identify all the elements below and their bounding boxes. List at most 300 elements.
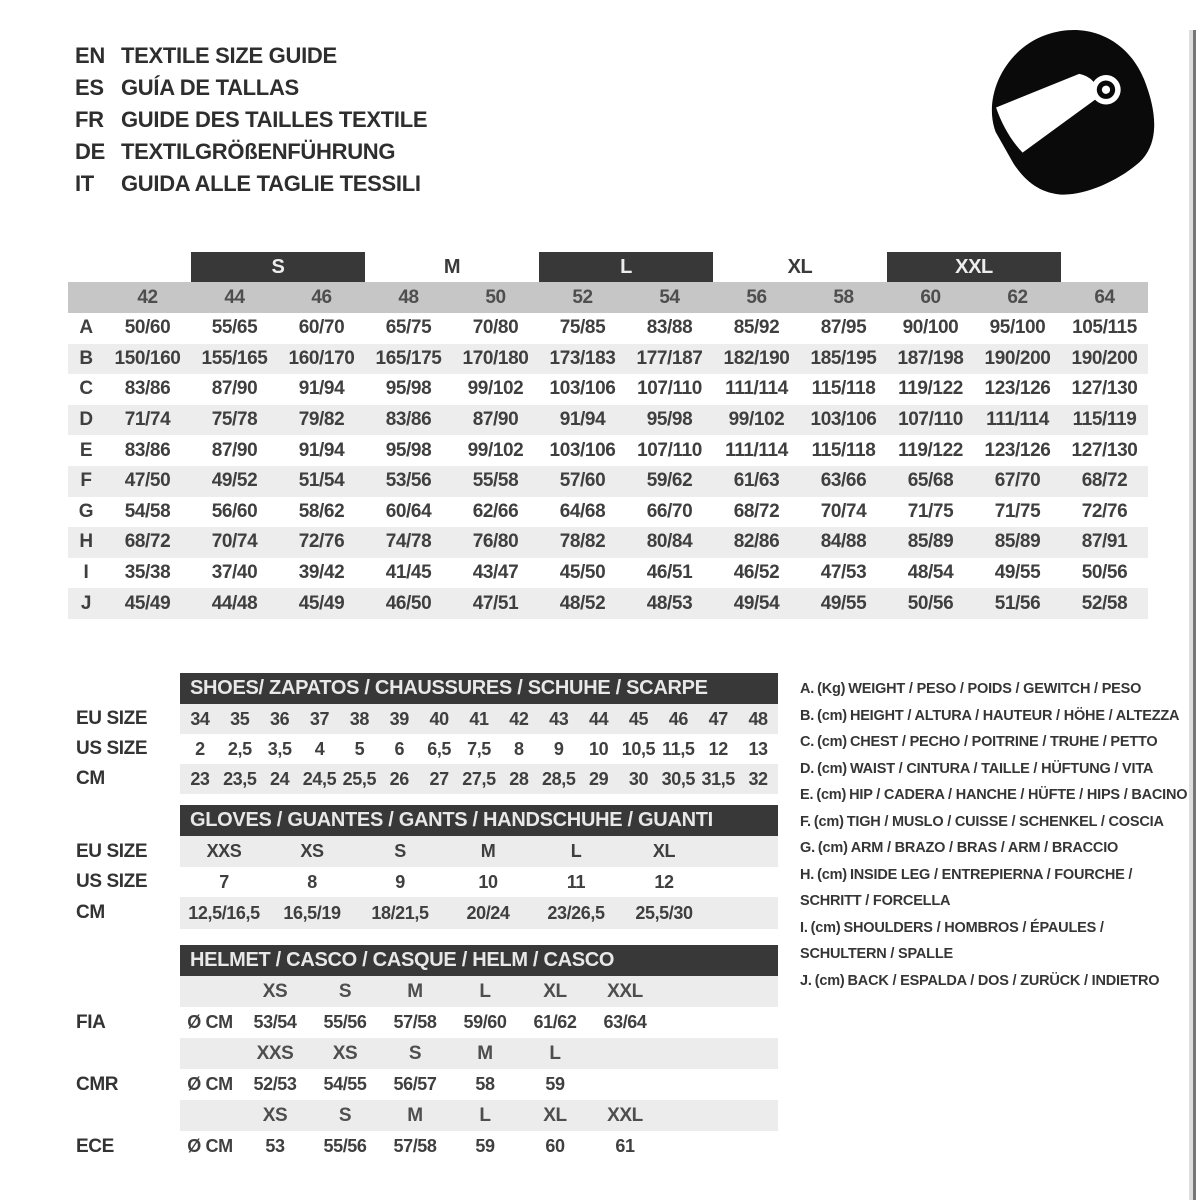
size-cell: 45/49 (278, 588, 365, 619)
row-label-c: C (79, 378, 93, 400)
size-cell: 85/92 (733, 317, 780, 339)
size-cell: 52/58 (1061, 588, 1148, 619)
size-cell: 62/66 (472, 500, 519, 522)
language-code: EN (75, 43, 105, 68)
size-cell: 34 (180, 704, 220, 734)
size-cell: 54/58 (124, 500, 171, 522)
size-cell: 187/198 (887, 344, 974, 375)
size-cell: 18/21,5 (356, 897, 444, 929)
size-cell: 28,5 (539, 764, 579, 794)
size-cell: 48/52 (539, 588, 626, 619)
size-cell: 29 (579, 764, 619, 794)
size-cell: 10 (478, 871, 498, 892)
size-cell: L (532, 836, 620, 867)
size-cell: 58 (475, 1074, 495, 1094)
size-cell: 160/170 (278, 344, 365, 375)
size-cell: 35 (220, 704, 260, 734)
size-cell: 38 (339, 704, 379, 734)
size-cell: 75/85 (559, 317, 606, 339)
size-cell: 41 (459, 704, 499, 734)
size-cell: 79/82 (278, 405, 365, 436)
size-cell: 87/91 (1061, 527, 1148, 558)
size-cell: 9 (395, 871, 405, 892)
page-edge-line (1189, 30, 1196, 1200)
guide-title: GUIDE DES TAILLES TEXTILE (121, 107, 428, 132)
size-cell: 59/62 (626, 466, 713, 497)
size-cell: 50/56 (887, 588, 974, 619)
size-cell: 107/110 (637, 378, 702, 400)
helmet-size-header: M (450, 1038, 520, 1069)
header-gap (68, 945, 180, 976)
size-cell: 24,5 (300, 764, 340, 794)
size-cell: 64/68 (559, 500, 606, 522)
row-label-g: G (78, 500, 94, 522)
size-cell: 63/66 (800, 466, 887, 497)
size-cell: 91/94 (298, 378, 345, 400)
size-cell: 2,5 (227, 738, 252, 759)
size-cell: 26 (379, 764, 419, 794)
helmet-size-header: XL (520, 976, 590, 1007)
size-cell: 28 (499, 764, 539, 794)
size-cell: 185/195 (800, 344, 887, 375)
unit-gap (180, 1038, 240, 1069)
guide-title: GUÍA DE TALLAS (121, 75, 299, 100)
size-cell: 53/54 (253, 1012, 297, 1032)
size-cell: 87/90 (211, 439, 258, 461)
size-cell: 45/49 (104, 588, 191, 619)
size-cell: 49/54 (713, 588, 800, 619)
diameter-unit-label: Ø CM (187, 1136, 233, 1156)
legend-key: B. (800, 707, 815, 724)
size-cell: 8 (514, 738, 524, 759)
size-cell: 59 (475, 1136, 495, 1156)
helmet-size-header: XL (520, 1100, 590, 1131)
size-cell: 47/50 (104, 466, 191, 497)
size-cell: 6 (394, 738, 405, 759)
column-header-60: 60 (887, 282, 974, 313)
filler (708, 836, 778, 867)
size-cell: 84/88 (800, 527, 887, 558)
size-cell: 37 (300, 704, 340, 734)
size-cell: 23,5 (220, 764, 260, 794)
size-cell: 55/58 (452, 466, 539, 497)
legend-text: HEIGHT / ALTURA / HAUTEUR / HÖHE / ALTEZZA (849, 707, 1180, 724)
size-cell: 56/60 (211, 500, 258, 522)
side-label-cm: CM (76, 768, 105, 789)
filler (660, 1131, 778, 1162)
band-gap (1061, 252, 1148, 282)
column-header-62: 62 (974, 282, 1061, 313)
size-cell: 13 (748, 738, 768, 759)
size-cell: 87/95 (820, 317, 867, 339)
size-cell: 115/118 (811, 439, 876, 461)
size-cell: 16,5/19 (268, 897, 356, 929)
side-label-cm: CM (76, 902, 105, 923)
size-cell: 103/106 (549, 378, 616, 400)
size-cell: 61/62 (533, 1012, 577, 1032)
helmet-size-header: XS (310, 1038, 380, 1069)
legend-item-i (800, 915, 1192, 968)
size-cell: 41/45 (385, 562, 432, 584)
size-cell: 27,5 (459, 764, 499, 794)
size-cell: 61 (615, 1136, 635, 1156)
helmet-size-header: XXL (590, 1100, 660, 1131)
size-cell: 83/86 (365, 405, 452, 436)
size-cell: 45 (619, 704, 659, 734)
size-cell: 99/102 (713, 405, 800, 436)
size-cell: 190/200 (974, 344, 1061, 375)
size-cell: 83/88 (646, 317, 693, 339)
row-label-j: J (68, 588, 104, 619)
size-cell: 72/76 (1081, 500, 1128, 522)
size-cell: 10 (588, 738, 609, 759)
size-cell (590, 1069, 660, 1100)
size-cell: 127/130 (1071, 439, 1138, 461)
helmet-size-header: M (380, 976, 450, 1007)
size-cell: 68/72 (733, 500, 780, 522)
legend-text: CHEST / PECHO / POITRINE / TRUHE / PETTO (849, 734, 1158, 750)
size-band-m: M (443, 255, 461, 278)
standard-label-ece: ECE (76, 1135, 114, 1157)
size-cell: 75/78 (191, 405, 278, 436)
helmet-size-header: M (380, 1100, 450, 1131)
legend-key: F. (800, 813, 811, 830)
language-code: IT (75, 171, 94, 196)
size-cell: 53/56 (365, 466, 452, 497)
size-cell: 25,5 (339, 764, 379, 794)
legend-unit: (cm) (817, 760, 847, 777)
size-cell: 7 (219, 871, 229, 892)
language-row-fr (75, 104, 427, 136)
label-gap (68, 1100, 180, 1131)
gloves-size-table (68, 805, 778, 929)
size-cell: 115/118 (811, 378, 876, 400)
filler (660, 1100, 778, 1131)
corner-cell (68, 282, 104, 313)
size-cell: 5 (354, 738, 365, 759)
helmet-size-header: XXL (590, 976, 660, 1007)
size-cell: 123/126 (984, 378, 1051, 400)
language-code: FR (75, 107, 104, 132)
size-cell: 10,5 (621, 738, 656, 759)
legend-key: H. (800, 866, 815, 883)
legend-unit: (cm) (817, 707, 847, 724)
column-header-64: 64 (1061, 282, 1148, 313)
size-cell: 71/75 (994, 500, 1041, 522)
size-cell: 23/26,5 (532, 897, 620, 929)
size-cell: 49/55 (800, 588, 887, 619)
size-cell: 44/48 (191, 588, 278, 619)
legend-text: WAIST / CINTURA / TAILLE / HÜFTUNG / VITA (849, 760, 1154, 777)
size-cell: 35/38 (124, 562, 171, 584)
helmet-size-header: XXS (240, 1038, 310, 1069)
legend-text: INSIDE LEG / ENTREPIERNA / FOURCHE / SCHRITT / FORCELLA (800, 866, 1133, 909)
unit-gap (180, 976, 240, 1007)
legend-key: I. (800, 919, 808, 936)
size-cell: 23 (180, 764, 220, 794)
size-cell: 27 (419, 764, 459, 794)
size-cell: XS (268, 836, 356, 867)
size-cell: 59 (545, 1074, 565, 1094)
size-cell: 43 (539, 704, 579, 734)
size-cell: 111/114 (974, 405, 1061, 436)
size-cell: 55/56 (323, 1136, 367, 1156)
size-cell: 99/102 (467, 439, 524, 461)
size-cell: 39/42 (298, 562, 345, 584)
legend-text: TIGH / MUSLO / CUISSE / SCHENKEL / COSCIA (846, 813, 1164, 830)
side-label-eu-size: EU SIZE (76, 840, 148, 862)
size-cell: 115/119 (1061, 405, 1148, 436)
size-cell: 68/72 (1061, 466, 1148, 497)
size-cell: 46/52 (733, 562, 780, 584)
size-cell: 46 (658, 704, 698, 734)
size-cell: 59/60 (463, 1012, 507, 1032)
size-cell: 3,5 (267, 738, 292, 759)
size-cell: 24 (260, 764, 300, 794)
legend-item-c (800, 729, 1192, 756)
size-cell: 72/76 (278, 527, 365, 558)
size-cell: 49/52 (191, 466, 278, 497)
size-cell: 123/126 (984, 439, 1051, 461)
size-cell: 76/80 (452, 527, 539, 558)
language-row-en (75, 40, 427, 72)
size-band-s: S (191, 252, 365, 282)
row-label-d: D (68, 405, 104, 436)
legend-text: ARM / BRAZO / BRAS / ARM / BRACCIO (850, 840, 1119, 856)
helmet-table-title: HELMET / CASCO / CASQUE / HELM / CASCO (180, 945, 778, 976)
size-cell: 119/122 (898, 439, 963, 461)
size-cell: 46/51 (646, 562, 693, 584)
column-header-52: 52 (539, 282, 626, 313)
column-header-46: 46 (278, 282, 365, 313)
size-cell: 49/55 (994, 562, 1041, 584)
label-gap (68, 976, 180, 1007)
legend-unit: (cm) (810, 919, 841, 936)
size-cell: 83/86 (124, 439, 171, 461)
legend-item-h (800, 862, 1192, 915)
side-label-us-size: US SIZE (76, 738, 148, 759)
size-cell: 44 (579, 704, 619, 734)
size-cell: S (356, 836, 444, 867)
filler (660, 1007, 778, 1038)
legend-key: A. (800, 681, 815, 697)
size-cell: M (444, 836, 532, 867)
size-cell: 4 (314, 738, 325, 759)
legend-text: WEIGHT / PESO / POIDS / GEWITCH / PESO (848, 681, 1142, 697)
legend-item-g (800, 835, 1192, 862)
size-cell: 95/98 (385, 439, 432, 461)
side-label-eu-size: EU SIZE (76, 708, 148, 729)
size-cell: 99/102 (467, 378, 524, 400)
clothing-size-table (68, 252, 1148, 619)
size-cell: 150/160 (104, 344, 191, 375)
size-cell: 48/54 (907, 562, 954, 584)
size-cell: 53 (265, 1136, 285, 1156)
size-cell: 107/110 (887, 405, 974, 436)
size-cell: 54/55 (323, 1074, 367, 1094)
diameter-unit-label: Ø CM (187, 1012, 233, 1032)
column-header-54: 54 (626, 282, 713, 313)
size-cell: 7,5 (467, 738, 491, 759)
size-cell: 60/64 (385, 500, 432, 522)
size-cell: 65/75 (385, 317, 432, 339)
legend-unit: (cm) (816, 787, 847, 803)
size-cell: 58/62 (298, 500, 345, 522)
size-cell: 48 (738, 704, 778, 734)
size-cell: 78/82 (539, 527, 626, 558)
helmet-size-header: S (310, 1100, 380, 1131)
size-cell: 87/90 (211, 378, 258, 400)
size-cell: 103/106 (800, 405, 887, 436)
legend-unit: (cm) (817, 866, 847, 883)
size-cell: 30,5 (658, 764, 698, 794)
size-cell: 170/180 (452, 344, 539, 375)
size-cell: 119/122 (898, 378, 963, 400)
legend-unit: (cm) (814, 972, 845, 989)
size-cell: 48/53 (626, 588, 713, 619)
standard-label-cmr: CMR (76, 1073, 119, 1095)
legend-item-a (800, 676, 1192, 703)
size-cell: 43/47 (472, 562, 519, 584)
legend-item-f (800, 809, 1192, 836)
language-code: DE (75, 139, 105, 164)
header-gap (68, 805, 180, 836)
row-label-a: A (79, 317, 93, 339)
size-cell: 50/56 (1081, 562, 1128, 584)
size-cell: 25,5/30 (620, 897, 708, 929)
size-cell: 67/70 (974, 466, 1061, 497)
filler (660, 976, 778, 1007)
size-cell: 57/58 (393, 1136, 437, 1156)
helmet-size-header: L (520, 1038, 590, 1069)
size-cell: 12 (654, 871, 674, 892)
helmet-icon (975, 26, 1165, 196)
size-cell: 105/115 (1072, 317, 1137, 339)
column-header-48: 48 (365, 282, 452, 313)
size-cell: 11 (566, 871, 586, 892)
size-cell: 70/80 (472, 317, 519, 339)
size-cell: 55/65 (211, 317, 258, 339)
size-cell: 40 (419, 704, 459, 734)
size-cell: 46/50 (365, 588, 452, 619)
size-cell: 82/86 (713, 527, 800, 558)
guide-title: TEXTILGRÖßENFÜHRUNG (121, 139, 396, 164)
column-header-56: 56 (713, 282, 800, 313)
language-code: ES (75, 75, 104, 100)
size-cell: 95/98 (385, 378, 432, 400)
language-header (75, 40, 427, 200)
shoes-size-table (68, 673, 778, 794)
legend-unit: (cm) (817, 734, 847, 750)
size-cell: 91/94 (298, 439, 345, 461)
legend-item-d (800, 756, 1192, 783)
size-band-xl: XL (787, 255, 813, 278)
size-cell: 36 (260, 704, 300, 734)
size-cell: 30 (619, 764, 659, 794)
row-label-e: E (79, 439, 93, 461)
size-cell: 95/98 (626, 405, 713, 436)
language-row-de (75, 136, 427, 168)
legend-text: SHOULDERS / HOMBROS / ÉPAULES / SCHULTERN / SPALLE (800, 919, 1104, 962)
size-cell: 190/200 (1061, 344, 1148, 375)
filler (708, 897, 778, 929)
legend-unit: (cm) (817, 840, 848, 856)
helmet-size-header: L (450, 1100, 520, 1131)
size-cell: 2 (195, 738, 205, 759)
size-cell: 71/74 (104, 405, 191, 436)
size-cell: 51/56 (974, 588, 1061, 619)
size-cell: 70/74 (191, 527, 278, 558)
size-cell: 60 (545, 1136, 565, 1156)
guide-title: TEXTILE SIZE GUIDE (121, 43, 337, 68)
legend-key: D. (800, 760, 815, 777)
size-cell: 80/84 (626, 527, 713, 558)
size-cell: 39 (379, 704, 419, 734)
size-cell: 50/60 (124, 317, 171, 339)
size-cell: 37/40 (211, 562, 258, 584)
size-cell: 74/78 (365, 527, 452, 558)
side-label-us-size: US SIZE (76, 871, 148, 892)
size-cell: 66/70 (646, 500, 693, 522)
size-cell: 182/190 (713, 344, 800, 375)
legend-unit: (Kg) (817, 681, 846, 697)
size-cell: 61/63 (713, 466, 800, 497)
size-cell: 83/86 (124, 378, 171, 400)
legend-text: HIP / CADERA / HANCHE / HÜFTE / HIPS / BACINO (849, 787, 1188, 803)
legend-key: E. (800, 787, 814, 803)
size-cell: 111/114 (725, 439, 788, 461)
size-cell: 8 (307, 871, 317, 892)
size-cell: 90/100 (902, 317, 959, 339)
legend-key: J. (800, 972, 812, 989)
legend-unit: (cm) (813, 813, 844, 830)
size-cell: 173/183 (539, 344, 626, 375)
size-cell: 9 (553, 738, 564, 759)
helmet-size-header: L (450, 976, 520, 1007)
column-header-58: 58 (800, 282, 887, 313)
size-cell: 85/89 (887, 527, 974, 558)
size-cell: 32 (738, 764, 778, 794)
size-cell: 70/74 (820, 500, 867, 522)
language-row-es (75, 72, 427, 104)
column-header-42: 42 (104, 282, 191, 313)
size-cell: 52/53 (253, 1074, 297, 1094)
size-cell: 177/187 (626, 344, 713, 375)
legend-key: G. (800, 840, 815, 856)
size-cell: 63/64 (603, 1012, 647, 1032)
measurement-legend (800, 676, 1192, 994)
header-gap (68, 673, 180, 704)
label-gap (68, 1038, 180, 1069)
size-cell: 12,5/16,5 (180, 897, 268, 929)
helmet-size-header: S (380, 1038, 450, 1069)
size-cell: 11,5 (662, 738, 695, 759)
diameter-unit-label: Ø CM (187, 1074, 233, 1094)
size-cell: 165/175 (365, 344, 452, 375)
size-cell: 155/165 (191, 344, 278, 375)
size-cell: 71/75 (907, 500, 954, 522)
column-header-44: 44 (191, 282, 278, 313)
size-cell: 12 (708, 738, 728, 759)
legend-item-b (800, 703, 1192, 730)
size-cell: 95/100 (989, 317, 1046, 339)
size-band-l: L (539, 252, 713, 282)
legend-item-j (800, 968, 1192, 995)
size-cell: XXS (180, 836, 268, 867)
row-label-f: F (68, 466, 104, 497)
size-cell: 107/110 (637, 439, 702, 461)
filler (660, 1038, 778, 1069)
